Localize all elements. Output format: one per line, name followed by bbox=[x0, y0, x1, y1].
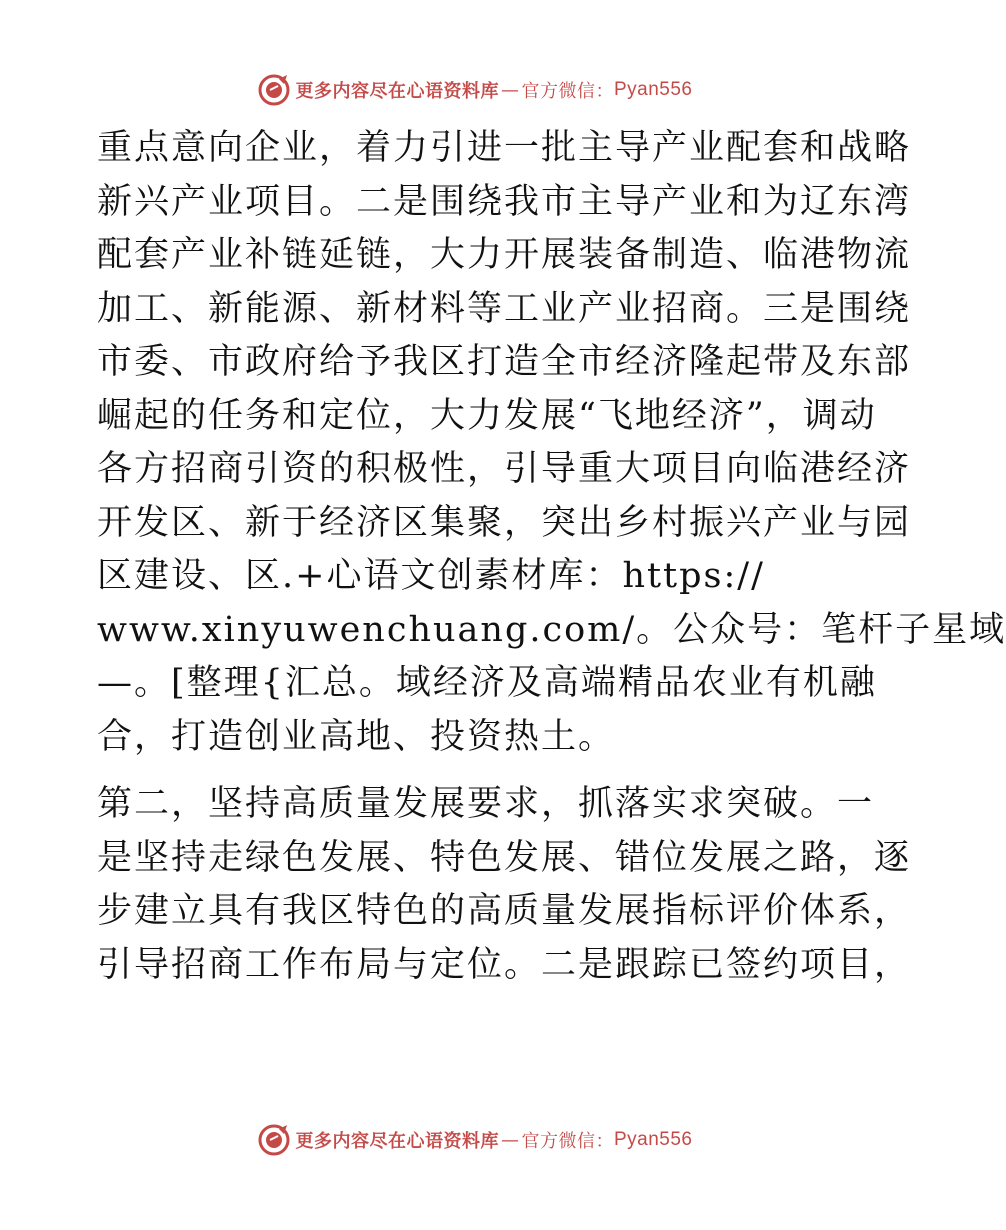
watermark-site: 更多内容尽在心语资料库 bbox=[295, 81, 499, 102]
text-line: 区建设、区.+心语文创素材库：https:// bbox=[97, 556, 765, 596]
text-line: www.xinyuwenchuang.com/。公众号：笔杆子星域 bbox=[97, 609, 1006, 650]
text-line: 合，打造创业高地、投资热土。 bbox=[97, 716, 616, 757]
watermark-site: 更多内容尽在心语资料库 bbox=[295, 1131, 499, 1152]
text-line: 加工、新能源、新材料等工业产业招商。三是围绕 bbox=[97, 288, 912, 329]
text-line: 配套产业补链延链，大力开展装备制造、临港物流 bbox=[97, 235, 912, 275]
watermark-dash: — bbox=[500, 79, 520, 101]
text-line: 各方招商引资的积极性，引导重大项目向临港经济 bbox=[97, 449, 912, 489]
text-line: —。[整理{汇总。域经济及高端精品农业有机融 bbox=[97, 663, 877, 703]
paragraph-1 bbox=[97, 122, 1006, 764]
text-line: 市委、市政府给予我区打造全市经济隆起带及东部 bbox=[97, 342, 912, 382]
text-line: 重点意向企业，着力引进一批主导产业配套和战略 bbox=[97, 128, 912, 168]
pen-logo-icon bbox=[257, 1123, 291, 1157]
header-watermark bbox=[0, 70, 950, 110]
pen-logo-icon bbox=[257, 73, 291, 107]
watermark-label: 官方微信： bbox=[521, 1131, 614, 1152]
text-line: 步建立具有我区特色的高质量发展指标评价体系， bbox=[97, 891, 912, 931]
document-body bbox=[97, 122, 1006, 992]
text-line: 是坚持走绿色发展、特色发展、错位发展之路，逐 bbox=[97, 837, 912, 878]
text-line: 崛起的任务和定位，大力发展“飞地经济”，调动 bbox=[97, 395, 877, 436]
paragraph-2 bbox=[97, 778, 912, 992]
text-line: 引导招商工作布局与定位。二是跟踪已签约项目， bbox=[97, 944, 912, 985]
text-line: 新兴产业项目。二是围绕我市主导产业和为辽东湾 bbox=[97, 181, 912, 222]
watermark-handle: Pyan556 bbox=[613, 79, 693, 100]
watermark-dash: — bbox=[500, 1129, 520, 1151]
text-line: 开发区、新于经济区集聚，突出乡村振兴产业与园 bbox=[97, 502, 912, 543]
footer-watermark bbox=[0, 1120, 950, 1160]
watermark-label: 官方微信： bbox=[521, 81, 614, 102]
paragraph-gap bbox=[97, 764, 857, 778]
text-line: 第二，坚持高质量发展要求，抓落实求突破。一 bbox=[97, 784, 875, 824]
watermark-handle: Pyan556 bbox=[613, 1129, 693, 1150]
